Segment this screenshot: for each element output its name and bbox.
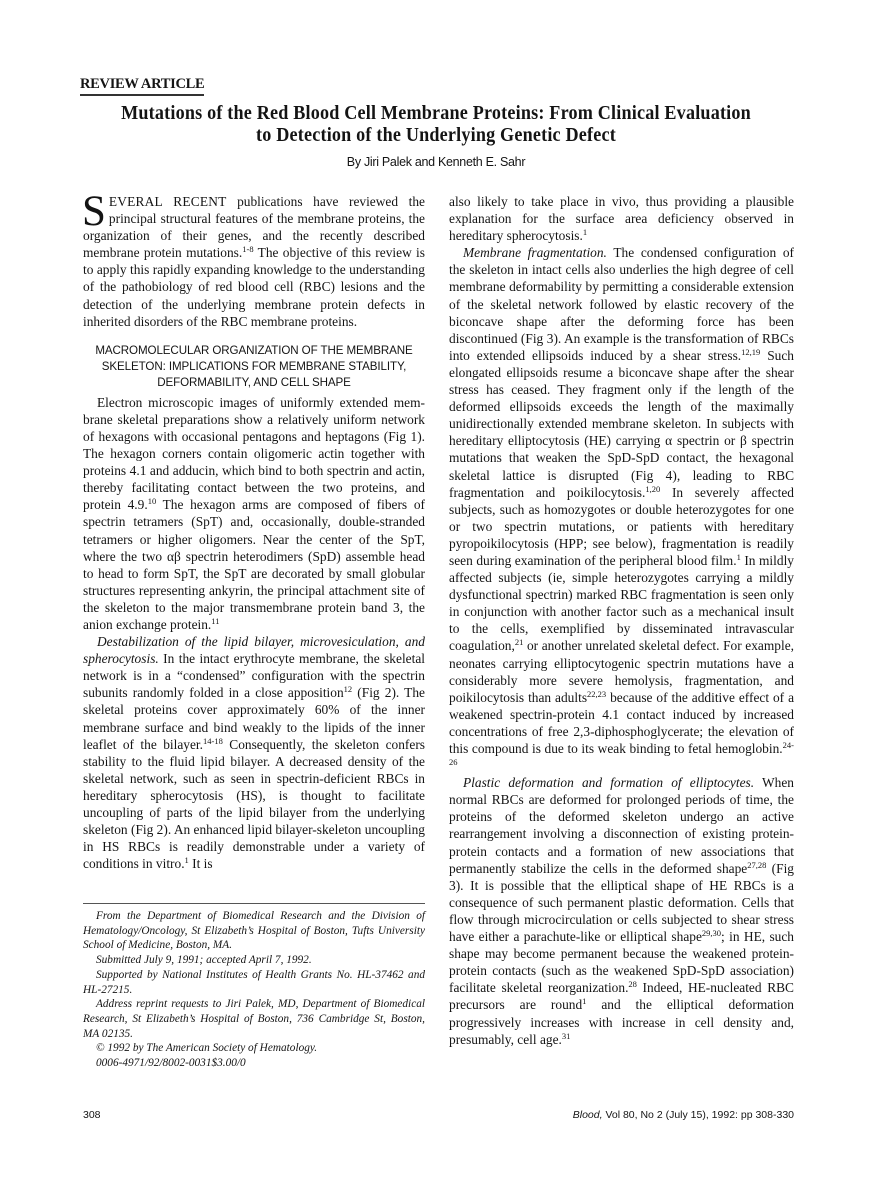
body-text: ; in HE, such shape may become permanent because the weakened protein-protein contacts (such as the weakened SpD-SpD association) facilitate skeletal reorganization. bbox=[449, 929, 794, 996]
body-text: also likely to take place in vivo, thus providing a plausible explanation for the surface area deficiency observed in hereditary spherocytosis. bbox=[449, 194, 794, 244]
citation: 22,23 bbox=[587, 688, 607, 699]
drop-cap: S bbox=[82, 188, 106, 235]
paragraph bbox=[83, 394, 425, 633]
body-text: Electron microscopic images of uniformly extended membrane skeletal preparations show a relatively uniform network of hexagons with occasional pentagons and heptagons (Fig 1). The hexagon corners contain oligomeric actin together with proteins 4.1 and adducin, which bind to both spectrin and actin, thereby facilitating contact between the two proteins, and protein 4.9. bbox=[83, 394, 425, 513]
citation: 27,28 bbox=[747, 859, 767, 870]
body-text: In mildly affected subjects (ie, simple heterozygotes carrying a mildly dysfunctional spectrin) marked RBC fragmentation is seen only in conjunction with another factor such as a mechanical insult to the cells, exemplified by disseminated intravascular coagulation, bbox=[449, 552, 794, 654]
citation: 11 bbox=[211, 615, 220, 626]
body-text: (Fig 3). It is possible that the elliptical shape of HE RBCs is a consequence of such permanent plastic deformation. Cells that flow through microcirculation or cells subjected to shear stress have either a parachute-like or elliptical shape bbox=[449, 860, 794, 945]
citation: 1 bbox=[184, 855, 189, 866]
footnote-submitted: Submitted July 9, 1991; accepted April 7, 1992. bbox=[96, 954, 312, 967]
paragraph bbox=[83, 633, 425, 872]
page-number: 308 bbox=[83, 1109, 101, 1121]
body-text: Indeed, HE-nucleated RBC precursors are round bbox=[449, 980, 794, 1013]
byline: By Jiri Palek and Kenneth E. Sahr bbox=[346, 155, 526, 169]
intro-lead: EVERAL RECENT bbox=[108, 194, 227, 209]
citation: 1 bbox=[582, 996, 587, 1007]
section-heading: MACROMOLECULAR ORGANIZATION OF THE MEMBRANE SKELETON: IMPLICATIONS FOR MEMBRANE STABILITY, DEFORMABILITY, AND CELL SHAPE bbox=[95, 343, 413, 389]
body-text: Such elongated ellipsoids resume a biconcave shape after the shear stress has ceased. They fragment only if the length of the deformed ellipsoids exceeds the length of the maximally unidirectionally extended membrane skeleton. In subjects with hereditary elliptocytosis (HE) carrying α spectrin or β spectrin mutations that weaken the SpD-SpD contact, the hexagonal skeletal lattice is disrupted (Fig 4), leading to RBC fragmentation and poikilocytosis. bbox=[449, 347, 794, 500]
citation: 12,19 bbox=[741, 346, 761, 357]
citation: 28 bbox=[628, 979, 637, 990]
body-text: In severely affected subjects, such as homozygotes or double heterozygotes for one or two spectrin mutations, or patients with hereditary pyropoikilocytosis (HPP; see below), fragmentation is readily seen during examination of the peripheral blood film. bbox=[449, 484, 794, 568]
citation: 10 bbox=[147, 496, 157, 507]
article-title bbox=[86, 103, 785, 147]
left-column bbox=[82, 188, 426, 872]
body-text: or another unrelated skeletal defect. For example, neonates carrying elliptocytogenic spectrin mutations have a considerably more severe hemolysis, fragmentation, and poikilocytosis than adults bbox=[449, 638, 794, 705]
section-label: REVIEW ARTICLE bbox=[80, 76, 204, 96]
body-text: When normal RBCs are deformed for prolonged periods of time, the proteins of the deformed skeleton undergo an active rearrangement involving a disconnection of existing protein-protein contacts and a formation of new associations that permanently stabilize the cells in the deformed shape bbox=[449, 775, 794, 876]
title-line-1: Mutations of the Red Blood Cell Membrane Proteins: From Clinical Evaluation bbox=[121, 103, 751, 124]
intro-text: publications have reviewed the principal structural features of the membrane proteins, the organization of their genes, and the recently described membrane protein mutations. bbox=[83, 194, 425, 261]
citation: 21 bbox=[514, 637, 524, 648]
citation: 24-26 bbox=[449, 740, 794, 768]
body-text: It is bbox=[188, 856, 213, 872]
body-text: because of the additive effect of a weakened spectrin-protein 4.1 contact induced by increased concentrations of free 2,3-diphosphoglycerate; the elevation of this compound is due to its weak binding to fetal hemoglobin. bbox=[449, 689, 795, 756]
run-in-heading: Plastic deformation and formation of elliptocytes. bbox=[463, 775, 755, 791]
body-text: In the intact erythrocyte membrane, the skeletal network is in a “condensed” configuration with the spectrin subunits randomly folded in a close apposition bbox=[83, 651, 425, 701]
body-text: The condensed configuration of the skeleton in intact cells also underlies the high degree of cell membrane deformability by permitting a considerable extension of the skeletal network followed by elastic recovery of the biconcave shape after the deforming force has been discontinued (Fig 3). An example is the transformation of RBCs into extended ellipsoids induced by a shear stress. bbox=[449, 245, 794, 363]
right-column bbox=[449, 193, 794, 1048]
body-text: and the elliptical deformation progressively increases with increase in cell density and, presumably, cell age. bbox=[449, 997, 795, 1047]
paragraph-continued bbox=[449, 193, 794, 244]
footnote-support: Supported by National Institutes of Health Grants No. HL-37462 and HL-27215. bbox=[83, 968, 425, 996]
citation: 14-18 bbox=[203, 735, 223, 746]
footnotes bbox=[83, 909, 425, 1071]
body-text: Consequently, the skeleton confers stability to the fluid lipid bilayer. A decreased density of the skeletal network, such as seen in spectrin-deficient RBCs in hereditary spherocytosis (HS), is thought to facilitate uncoupling of parts of the lipid bilayer from the underlying skeleton (Fig 2). An enhanced lipid bilayer-skeleton uncoupling in HS RBCs is readily demonstrable under a variety of conditions in vitro. bbox=[83, 736, 426, 872]
paragraph bbox=[449, 774, 794, 1048]
run-in-heading: Membrane fragmentation. bbox=[463, 245, 607, 261]
intro-text: The objective of this review is to apply this rapidly expanding knowledge to the understanding of the pathobiology of red blood cell (RBC) lesions and the detection of the underlying membrane protein defects in inherited disorders of the RBC membrane proteins. bbox=[83, 245, 425, 329]
footnote-code: 0006-4971/92/8002-0031$3.00/0 bbox=[96, 1057, 246, 1070]
footnote-rule bbox=[83, 903, 425, 904]
run-in-heading: Destabilization of the lipid bilayer, microvesiculation, and spherocytosis. bbox=[83, 634, 425, 667]
journal-reference bbox=[573, 1109, 794, 1121]
title-line-2: to Detection of the Underlying Genetic Defect bbox=[256, 125, 616, 146]
journal-citation: Vol 80, No 2 (July 15), 1992: pp 308-330 bbox=[602, 1109, 794, 1121]
footnote-affiliation: From the Department of Biomedical Research and the Division of Hematology/Oncology, St Elizabeth’s Hospital of Boston, Tufts University School of Medicine, Boston, MA. bbox=[83, 910, 425, 952]
body-text: The hexagon arms are composed of fibers of spectrin tetramers (SpT) and, occasionally, double-stranded tetramers or higher oligomers. Near the center of the SpT, where the two αβ spectrin heterodimers (SpD) assemble head to head to form SpT, the SpT are decorated by small globular structures representing ankyrin, the principal attachment site of the skeleton to the major transmembrane protein band 3, the anion exchange protein. bbox=[83, 497, 425, 632]
paragraph bbox=[449, 244, 794, 774]
citation: 29,30 bbox=[701, 928, 722, 939]
footnote-copyright: © 1992 by The American Society of Hematology. bbox=[96, 1042, 318, 1055]
intro-paragraph bbox=[82, 188, 425, 330]
citation: 1,20 bbox=[645, 483, 661, 494]
citation: 1 bbox=[582, 227, 588, 238]
citation: 1 bbox=[736, 551, 741, 562]
citation: 31 bbox=[561, 1030, 571, 1041]
citation: 1-8 bbox=[242, 244, 254, 255]
citation: 12 bbox=[343, 684, 353, 695]
footnote-reprints: Address reprint requests to Jiri Palek, MD, Department of Biomedical Research, St Elizabeth’s Hospital of Boston, 736 Cambridge St, Boston, MA 02135. bbox=[83, 998, 425, 1040]
journal-name: Blood, bbox=[572, 1109, 603, 1121]
body-text: (Fig 2). The skeletal proteins cover approximately 60% of the inner membrane surface and bind weakly to the lipids of the inner leaflet of the bilayer. bbox=[83, 685, 425, 752]
